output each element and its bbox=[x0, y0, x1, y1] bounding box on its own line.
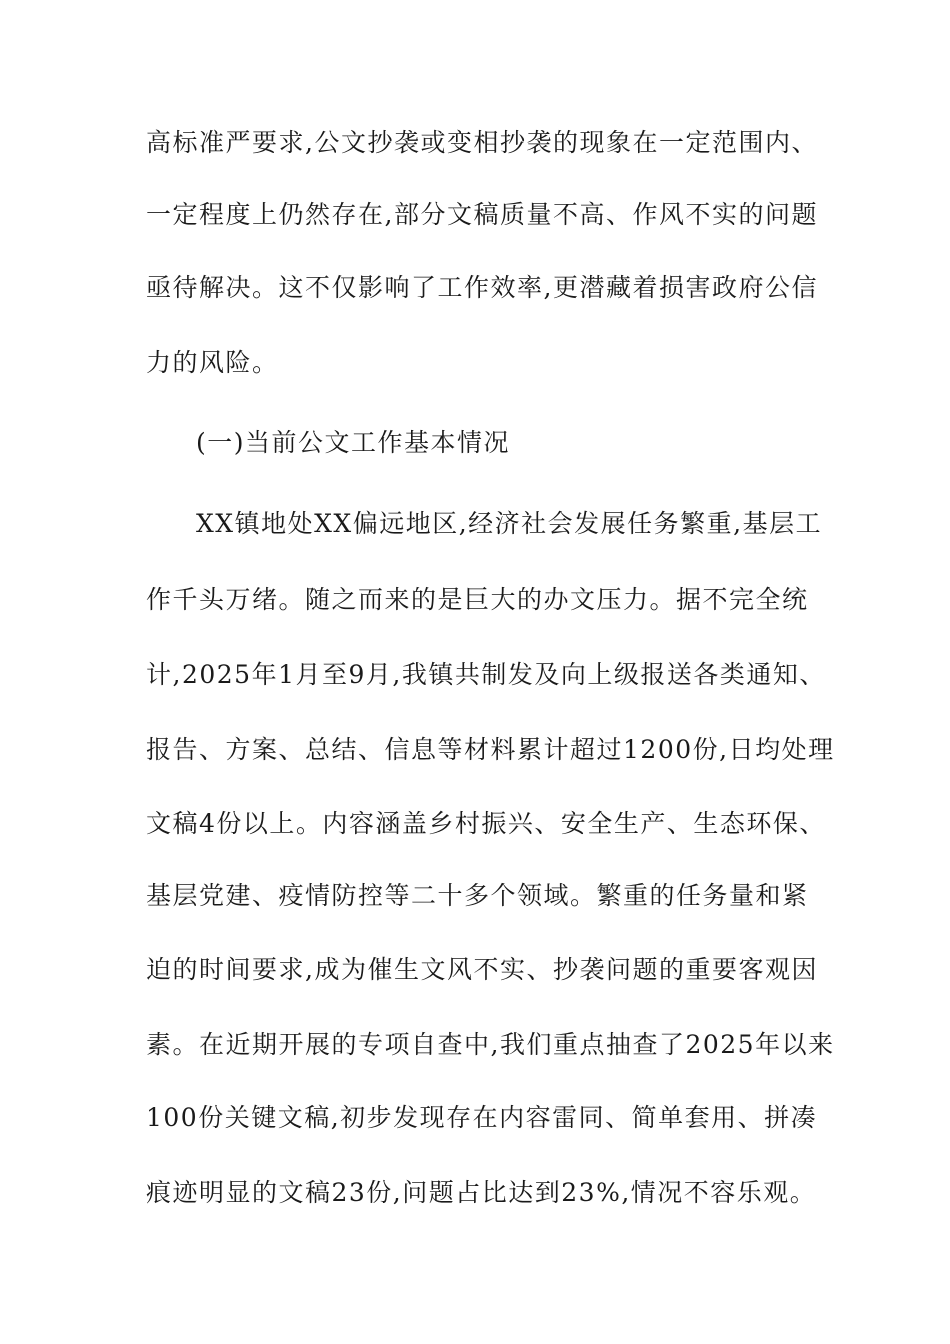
paragraph-line: 基层党建、疫情防控等二十多个领域。繁重的任务量和紧 bbox=[146, 881, 809, 910]
paragraph-line: 文稿4份以上。内容涵盖乡村振兴、安全生产、生态环保、 bbox=[146, 809, 826, 838]
paragraph-line: 高标准严要求,公文抄袭或变相抄袭的现象在一定范围内、 bbox=[146, 128, 818, 157]
paragraph-line: 作千头万绪。随之而来的是巨大的办文压力。据不完全统 bbox=[146, 585, 809, 614]
paragraph-line: XX镇地处XX偏远地区,经济社会发展任务繁重,基层工 bbox=[196, 509, 823, 538]
paragraph-line: 一定程度上仍然存在,部分文稿质量不高、作风不实的问题 bbox=[146, 200, 818, 229]
paragraph-line: 计,2025年1月至9月,我镇共制发及向上级报送各类通知、 bbox=[146, 660, 826, 689]
paragraph-line: 报告、方案、总结、信息等材料累计超过1200份,日均处理 bbox=[146, 735, 835, 764]
section-heading: (一)当前公文工作基本情况 bbox=[196, 428, 511, 457]
paragraph-line: 100份关键文稿,初步发现存在内容雷同、简单套用、拼凑 bbox=[146, 1103, 818, 1132]
paragraph-line: 素。在近期开展的专项自查中,我们重点抽查了2025年以来 bbox=[146, 1030, 835, 1059]
paragraph-line: 痕迹明显的文稿23份,问题占比达到23%,情况不容乐观。 bbox=[146, 1178, 817, 1207]
paragraph-line: 亟待解决。这不仅影响了工作效率,更潜藏着损害政府公信 bbox=[146, 273, 818, 302]
paragraph-line: 迫的时间要求,成为催生文风不实、抄袭问题的重要客观因 bbox=[146, 955, 818, 984]
paragraph-line: 力的风险。 bbox=[146, 348, 279, 377]
